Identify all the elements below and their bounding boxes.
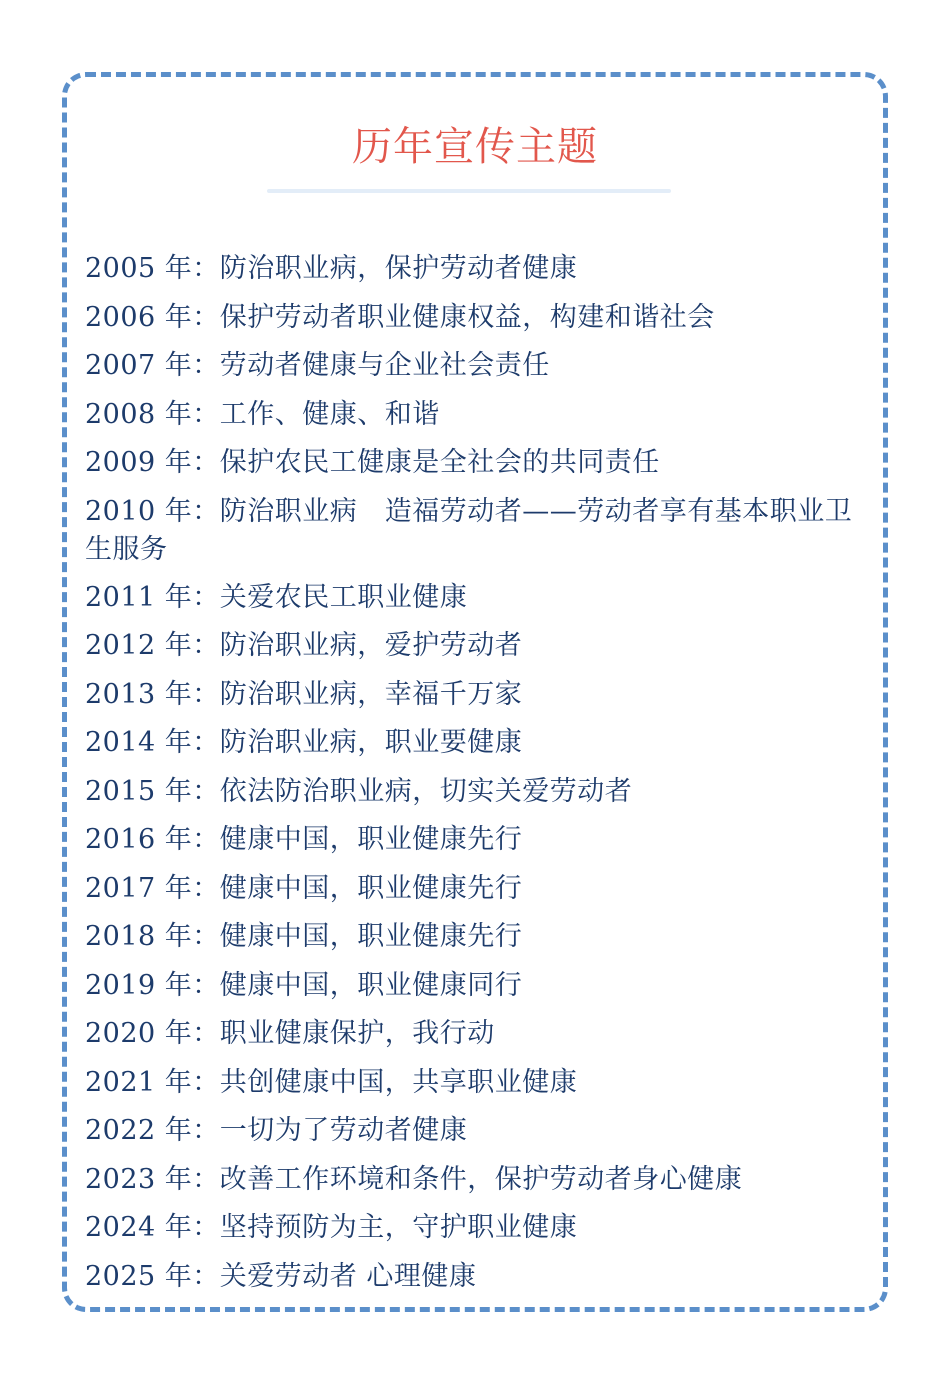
list-item: 2023 年：改善工作环境和条件，保护劳动者身心健康 — [85, 1163, 743, 1195]
list-item: 2006 年：保护劳动者职业健康权益，构建和谐社会 — [85, 301, 715, 333]
list-item: 2022 年：一切为了劳动者健康 — [85, 1115, 468, 1146]
list-item: 2020 年：职业健康保护，我行动 — [85, 1018, 495, 1049]
list-item: 2014 年：防治职业病，职业要健康 — [85, 727, 523, 758]
title-divider — [267, 189, 671, 193]
list-item: 2024 年：坚持预防为主，守护职业健康 — [85, 1212, 578, 1243]
list-item: 2015 年：依法防治职业病，切实关爱劳动者 — [85, 775, 633, 807]
list-item: 2008 年：工作、健康、和谐 — [85, 398, 440, 430]
list-item: 2012 年：防治职业病，爱护劳动者 — [85, 630, 523, 661]
themes-card — [62, 72, 888, 1312]
list-item: 2021 年：共创健康中国，共享职业健康 — [85, 1066, 578, 1098]
list-item: 2007 年：劳动者健康与企业社会责任 — [85, 350, 550, 381]
list-item: 2010 年：防治职业病 造福劳动者——劳动者享有基本职业卫生服务 — [85, 495, 853, 565]
list-item: 2025 年：关爱劳动者 心理健康 — [85, 1260, 477, 1292]
list-item: 2013 年：防治职业病，幸福千万家 — [85, 678, 523, 710]
list-item: 2009 年：保护农民工健康是全社会的共同责任 — [85, 447, 660, 478]
list-item: 2019 年：健康中国，职业健康同行 — [85, 969, 523, 1001]
list-item: 2005 年：防治职业病，保护劳动者健康 — [85, 253, 578, 284]
theme-list — [85, 250, 877, 1306]
page-title: 历年宣传主题 — [352, 124, 598, 170]
list-item: 2018 年：健康中国，职业健康先行 — [85, 921, 523, 952]
list-item: 2017 年：健康中国，职业健康先行 — [85, 872, 523, 904]
list-item: 2016 年：健康中国，职业健康先行 — [85, 824, 523, 855]
list-item: 2011 年：关爱农民工职业健康 — [85, 581, 468, 613]
